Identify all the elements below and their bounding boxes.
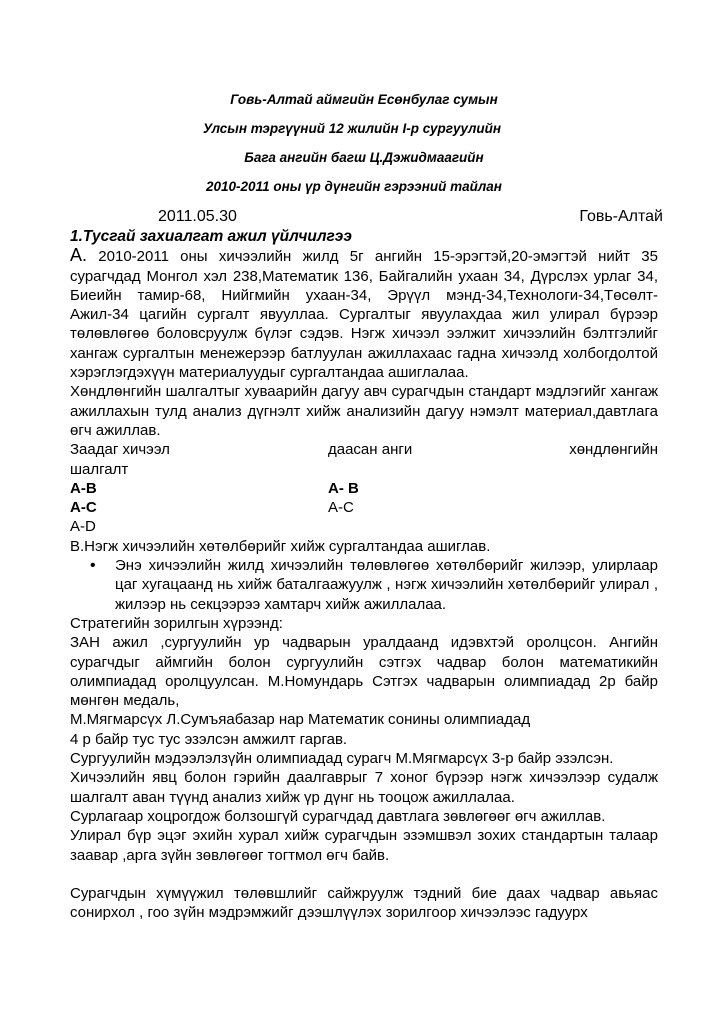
paragraph-a: [70, 246, 658, 382]
header-line-3: Бага ангийн багш Ц.Дэжидмаагийн: [244, 150, 484, 165]
grade-row: [70, 517, 658, 536]
grade-right: А- В: [328, 479, 359, 497]
subject-table-header: [70, 440, 658, 459]
report-date: 2011.05.30: [158, 208, 237, 225]
report-place: Говь-Алтай: [579, 208, 663, 225]
grade-row: [70, 498, 658, 517]
header-line-2: Улсын тэргүүний 12 жилийн I-р сургуулийн: [202, 121, 502, 136]
bullet-item: • Энэ хичээлийн жилд хичээлийн төлөвлөгөө хөтөлбөрийг жилээр, улирлаар цаг хугацаанд нь хийж баталгаажуулж , нэгж хичээлийн хөтөлбөрийг улирал , жилээр нь секцээрээ хамтарч хийж ажиллалаа.: [115, 556, 658, 614]
paragraph-zan: ЗАН ажил ,сургуулийн ур чадварын уралдаанд идэвхтэй оролцсон. Ангийн сурагчдыг аймгийн болон сургуулийн сэтгэх чадвар болон математикийн олимпиадад оролцуулсан. М.Номундарь Сэтгэх чадварын олимпиадад 2р байр мөнгөн медаль,: [70, 634, 658, 710]
paragraph-parents: Улирал бүр эцэг эхийн хурал хийж сурагчдын эзэмшвэл зохих стандартын талаар заавар ,арга зүйн зөвлөгөөг тогтмол өгч байв.: [70, 827, 658, 864]
grade-left: А-В: [70, 479, 97, 497]
grade-row: [70, 479, 658, 498]
paragraph-school-olympiad: Сургуулийн мэдээлэлзүйн олимпиадад сурагч М.Мягмарсүх 3-р байр эзэлсэн.: [70, 750, 614, 768]
paragraph-a-text: 2010-2011 оны хичээлийн жилд 5г ангийн 15-эрэгтэй,20-эмэгтэй нийт 35 сурагчдад Монгол хэл 238,Математик 136, Байгалийн ухаан 34, Дүрслэх урлаг 34, Биеийн тамир-68, Нийгмийн ухаан-34, Эрүүл мэнд-34,Технологи-34,Төсөлт-Ажил-34 цагийн сургалт явууллаа. Сургалтыг явуулахдаа жил улирал бүрээр төлөвлөгөө боловсруулж бүлэг сэдэв. Нэгж хичээл ээлжит хичээлийн бэлтгэлийг хангаж сургалтын менежерээр батлуулан ажиллахаас гадна хичээлд холбогдолтой хэрэглэгдэхүүн материалуудыг сургалтандаа ашиглалаа.: [70, 248, 658, 382]
report-body: [70, 227, 658, 922]
paragraph-gap: [70, 865, 658, 884]
header-line-1: Говь-Алтай аймгийн Есөнбулаг сумын: [230, 92, 498, 107]
col-subject: Заадаг хичээл: [70, 441, 170, 459]
col-class: даасан анги: [328, 441, 413, 459]
grade-left: А-D: [70, 518, 96, 536]
paragraph-b: В.Нэгж хичээлийн хөтөлбөрийг хийж сургалтандаа ашиглав.: [70, 537, 491, 555]
date-place-row: [158, 207, 663, 227]
paragraph-advice: Сурлагаар хоцрогдож болзошгүй сурагчдад давтлага зөвлөгөөг өгч ажиллав.: [70, 807, 606, 825]
paragraph-last: Сурагчдын хүмүүжил төлөвшлийг сайжруулж тэдний бие даах чадвар авьяас сонирхол , гоо зүйн мэдрэмжийг дээшлүүлэх зорилгоор хичээлээс гадуурх: [70, 884, 658, 922]
paragraph-strategy: Стратегийн зорилгын хүрээнд:: [70, 614, 283, 632]
bullet-list: [70, 556, 658, 614]
grade-left: А-С: [70, 499, 97, 517]
paragraph-lessons: Хичээлийн явц болон гэрийн даалгаврыг 7 хоног бүрээр нэгж хичээлээр судалж шалгалт аван түүнд анализ хийж үр дүнг нь тооцож ажиллалаа.: [70, 769, 658, 806]
section-1-title: 1.Тусгай захиалгат ажил үйлчилгээ: [70, 228, 352, 245]
paragraph-exam: Хөндлөнгийн шалгалтыг хуваарийн дагуу авч сурагчдын стандарт мэдлэгийг хангаж ажиллахын тулд анализ дүгнэлт хийж анализийн дагуу нэмэлт материал,давтлага өгч ажиллав.: [70, 383, 658, 439]
col-external-wrap: шалгалт: [70, 460, 129, 478]
col-external: хөндлөнгийн: [569, 441, 658, 459]
paragraph-myagmarsukh: М.Мягмарсүх Л.Сумъяабазар нар Математик сонины олимпиадад: [70, 711, 531, 729]
paragraph-fourth-place: 4 р байр тус тус эзэлсэн амжилт гаргав.: [70, 730, 348, 748]
paragraph-a-letter: А.: [70, 245, 88, 266]
grade-right: А-С: [328, 499, 354, 517]
header-line-4: 2010-2011 оны үр дүнгийн гэрээний тайлан: [206, 179, 502, 194]
